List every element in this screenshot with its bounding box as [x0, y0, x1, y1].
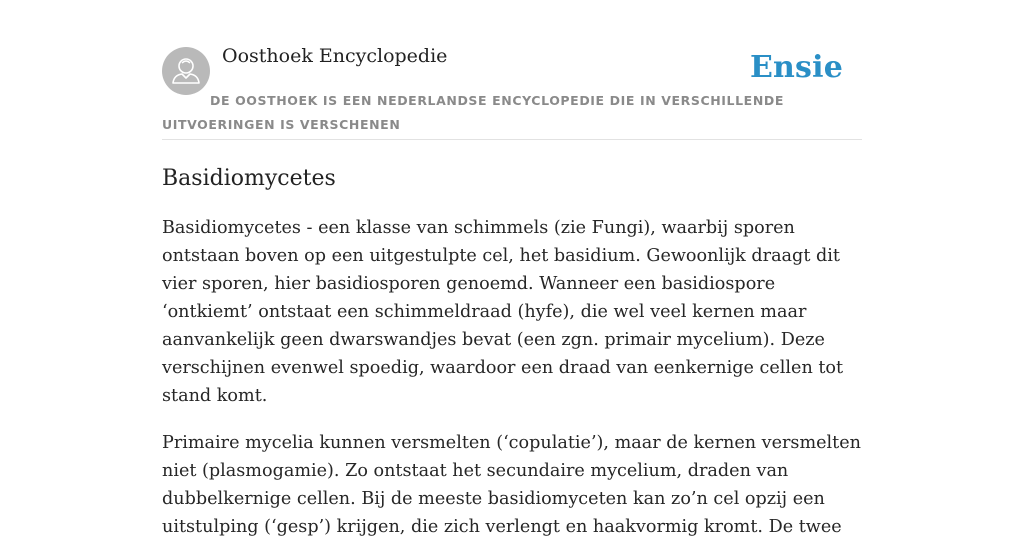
publisher-header: [162, 0, 862, 140]
user-icon: [162, 47, 210, 95]
brand-logo[interactable]: Ensie: [749, 50, 843, 85]
publisher-avatar[interactable]: [162, 47, 210, 95]
article-paragraph-2: Primaire mycelia kunnen versmelten (‘copulatie’), maar de kernen versmelten niet (plasmogamie). Zo ontstaat het secundaire mycelium, draden van dubbelkernige cellen. Bij de meeste basidiomyceten kan zo’n cel opzij een uitstulping (‘gesp’) krijgen, die zich verlengt en haakvormig kromt. De twee: [162, 433, 861, 537]
content-container: [162, 0, 862, 541]
publisher-name[interactable]: Oosthoek Encyclopedie: [222, 45, 448, 67]
article-paragraph-1: Basidiomycetes - een klasse van schimmels (zie Fungi), waarbij sporen ontstaan boven op een uitgestulpte cel, het basidium. Gewoonlijk draagt dit vier sporen, hier basidiosporen genoemd. Wanneer een basidiospore ‘ontkiemt’ ontstaat een schimmeldraad (hyfe), die wel veel kernen maar aanvankelijk geen dwarswandjes bevat (een zgn. primair mycelium). Deze verschijnen evenwel spoedig, waardoor een draad van eenkernige cellen tot stand komt.: [162, 218, 844, 406]
article-title: Basidiomycetes: [162, 166, 336, 191]
publisher-description: DE OOSTHOEK IS EEN NEDERLANDSE ENCYCLOPEDIE DIE IN VERSCHILLENDE UITVOERINGEN IS VERSCHENEN: [162, 93, 784, 132]
